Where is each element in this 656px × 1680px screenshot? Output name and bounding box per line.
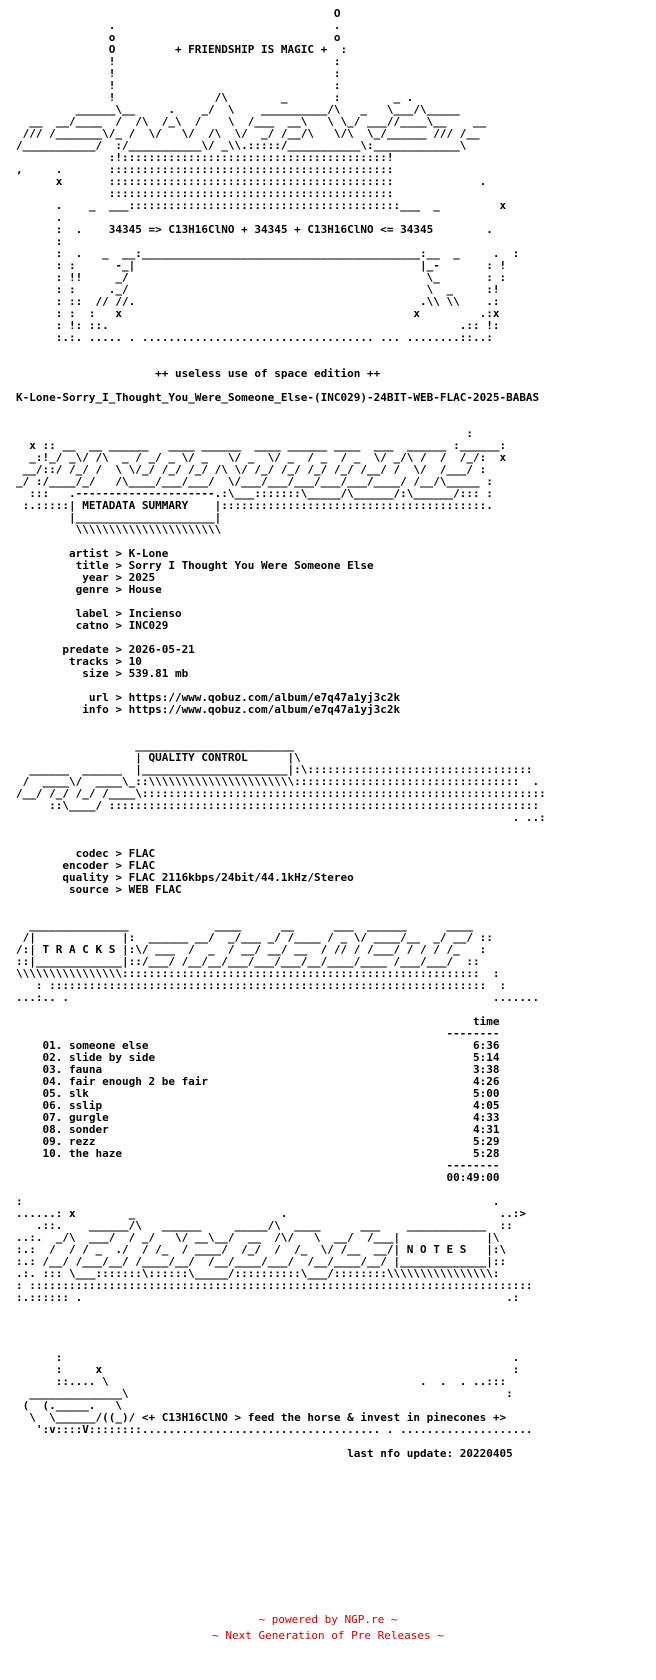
ngp-tagline: ~ Next Generation of Pre Releases ~ (212, 1629, 444, 1642)
powered-by: ~ powered by NGP.re ~ (258, 1613, 398, 1626)
nfo-text: O . . o o O + FRIENDSHIP IS MAGIC + : ! : ! : ! : ! /\ _ : _ . ______\__ . _/ \ __________/\ _ \___/\_____ __ __/____ / /\ /_\ / \ /___ __\ \ \_/ ___//____\__ __ /// /_______\/_ / \/ \/ /\ \/ _/ /__/\ \/\ \_/______ /// /__ /___________/ :/___________\/ _\\.:::::/___________\:_____________\ :!::::::::::::::::::::::::::::::::::::::::! , . ::::::::::::::::::::::::::::::::::::::::::: x ::::::::::::::::::::::::::::::::::::::::::: . ::::::::::::::::::::::::::::::::::::::::::: . _ ___:::::::::::::::::::::::::::::::::::::::::___ _ x . : . 34345 => C13H16ClNO + 34345 + C13H16ClNO <= 34345 . : : . _ __:__________________________________________:__ _ . : : : -_| |_- : ! : !! _/ \_ : : : : ._/ \ _ :! : :: // //. .\\ \\ .: : : : x x .:x : !: ::. .:: !: :.:. ..... . ................................... ... ........::..: ++ useless use of space edition ++ K-Lone-Sorry_I_Thought_You_Were_Someone_Else-(INC029)-24BIT-WEB-FLAC-2025-BABAS : x :: __ __ ______ ____ ______ ____ ______ ____ ___ ______ :______: _:!_/ _\/ /\ _ / _/ _ \/ _ \/ _ \/ _ / _ / _ \/ _/\ / / /_/: x __/::/ /_/ / \ \/_/ /_/ /_/ /\ \/ /_/ /_/ /_/ /_/ /__/ / \/ /___/ : _/ :/____/_/ /\____/___/___/ \/___/___/___/___/___/____/ /__/\_____ : ::: .---------------------.:\___:::::::\_____/\______/:\______/::: : :.:::::| METADATA SUMMARY |::::::::::::::::::::::::::::::::::::::::. |_____________________| \\\\\\\\\\\\\\\\\\\\\\ artist > K-Lone title > Sorry I Thought You Were Someone Else year > 2025 genre > House label > Incienso catno > INC029 predate > 2026-05-21 tracks > 10 size > 539.81 mb url > https://www.qobuz.com/album/e7q47a1yj3c2k info > https://www.qobuz.com/album/e7q47a1yj3c2k ________________________ | QUALITY CONTROL |\ ______ ______ |______________________|:\:::::::::::::::::::::::::::::::::: / ____\/ ____\_::\\\\\\\\\\\\\\\\\\\\\\:::::::::::::::::::::::::::::::::: . /__/ /_/ /_/ /____\::::::::::::::::::::::::::::::::::::::::::::::::::::::::::::: ::\____/ ::::::::::::::::::::::::::::::::::::::::::::::::::::::::::::::::: . ..: codec > FLAC encoder > FLAC quality > FLAC 2116kbps/24bit/44.1kHz/Stereo source > WEB FLAC _______________ ____ __ ___ ______ ____ /| |: ______ __/ _/___ _/ /____ / _ \/ ____/__ _/ __/ :: /:| T R A C K S |:\/ ___ / _ / __/ __/ __ / // / /___/ / / / /_ : ::|_____________|::/___/ /__/__/___/___/___/__/____/____ /___/___/ :: \\\\\\\\\\\\\\\\:::::::::::::::::::::::::::::::::::::::::::::::::::::: : : :::::::::::::::::::::::::::::::::::::::::::::::::::::::::::::::::: : ...:.. . ....... time -------- 01. someone else 6:36 02. slide by side 5:14 03. fauna 3:38 04. fair enough 2 be fair 4:26 05. slk 5:00 06. sslip 4:05 07. gurgle 4:33 08. sonder 4:31 09. rezz 5:29 10. the haze 5:28 -------- 00:49:00 : . ......: x _ . ..:> .::. ______/\ ______ _____/\ ____ ___ ____________ :: ..:. _/\ ___/ / _/ \/ __\__/ __ /\/ \ __/ /___| |\ :.: / / / _ ./ / /_ / ____/ /_/ / /_ \/ /__ __/| N O T E S |:\ :.: /__/ /___/__/ /____/__/ /__/____/___/ /__/____/__/ |_____________|:: .:. ::: \___:::::::\::::::\_____/::::::::::\___/::::::::\\\\\\\\\\\\\\\\: : :::::::::::::::::::::::::::::::::::::::::::::::::::::::::::::::::::::::::::: :.:::::: . .: : . : x : ::.... \ . . . ..::: ______________\ : ( (._____. \ \ \______/((_)/ <+ C13H16ClNO > feed the horse & invest in pinecones +> ':v::::V::::::::.................................... . .................... last nfo update: 20220405 (16, 7, 546, 1460)
footer (0, 1612, 656, 1644)
